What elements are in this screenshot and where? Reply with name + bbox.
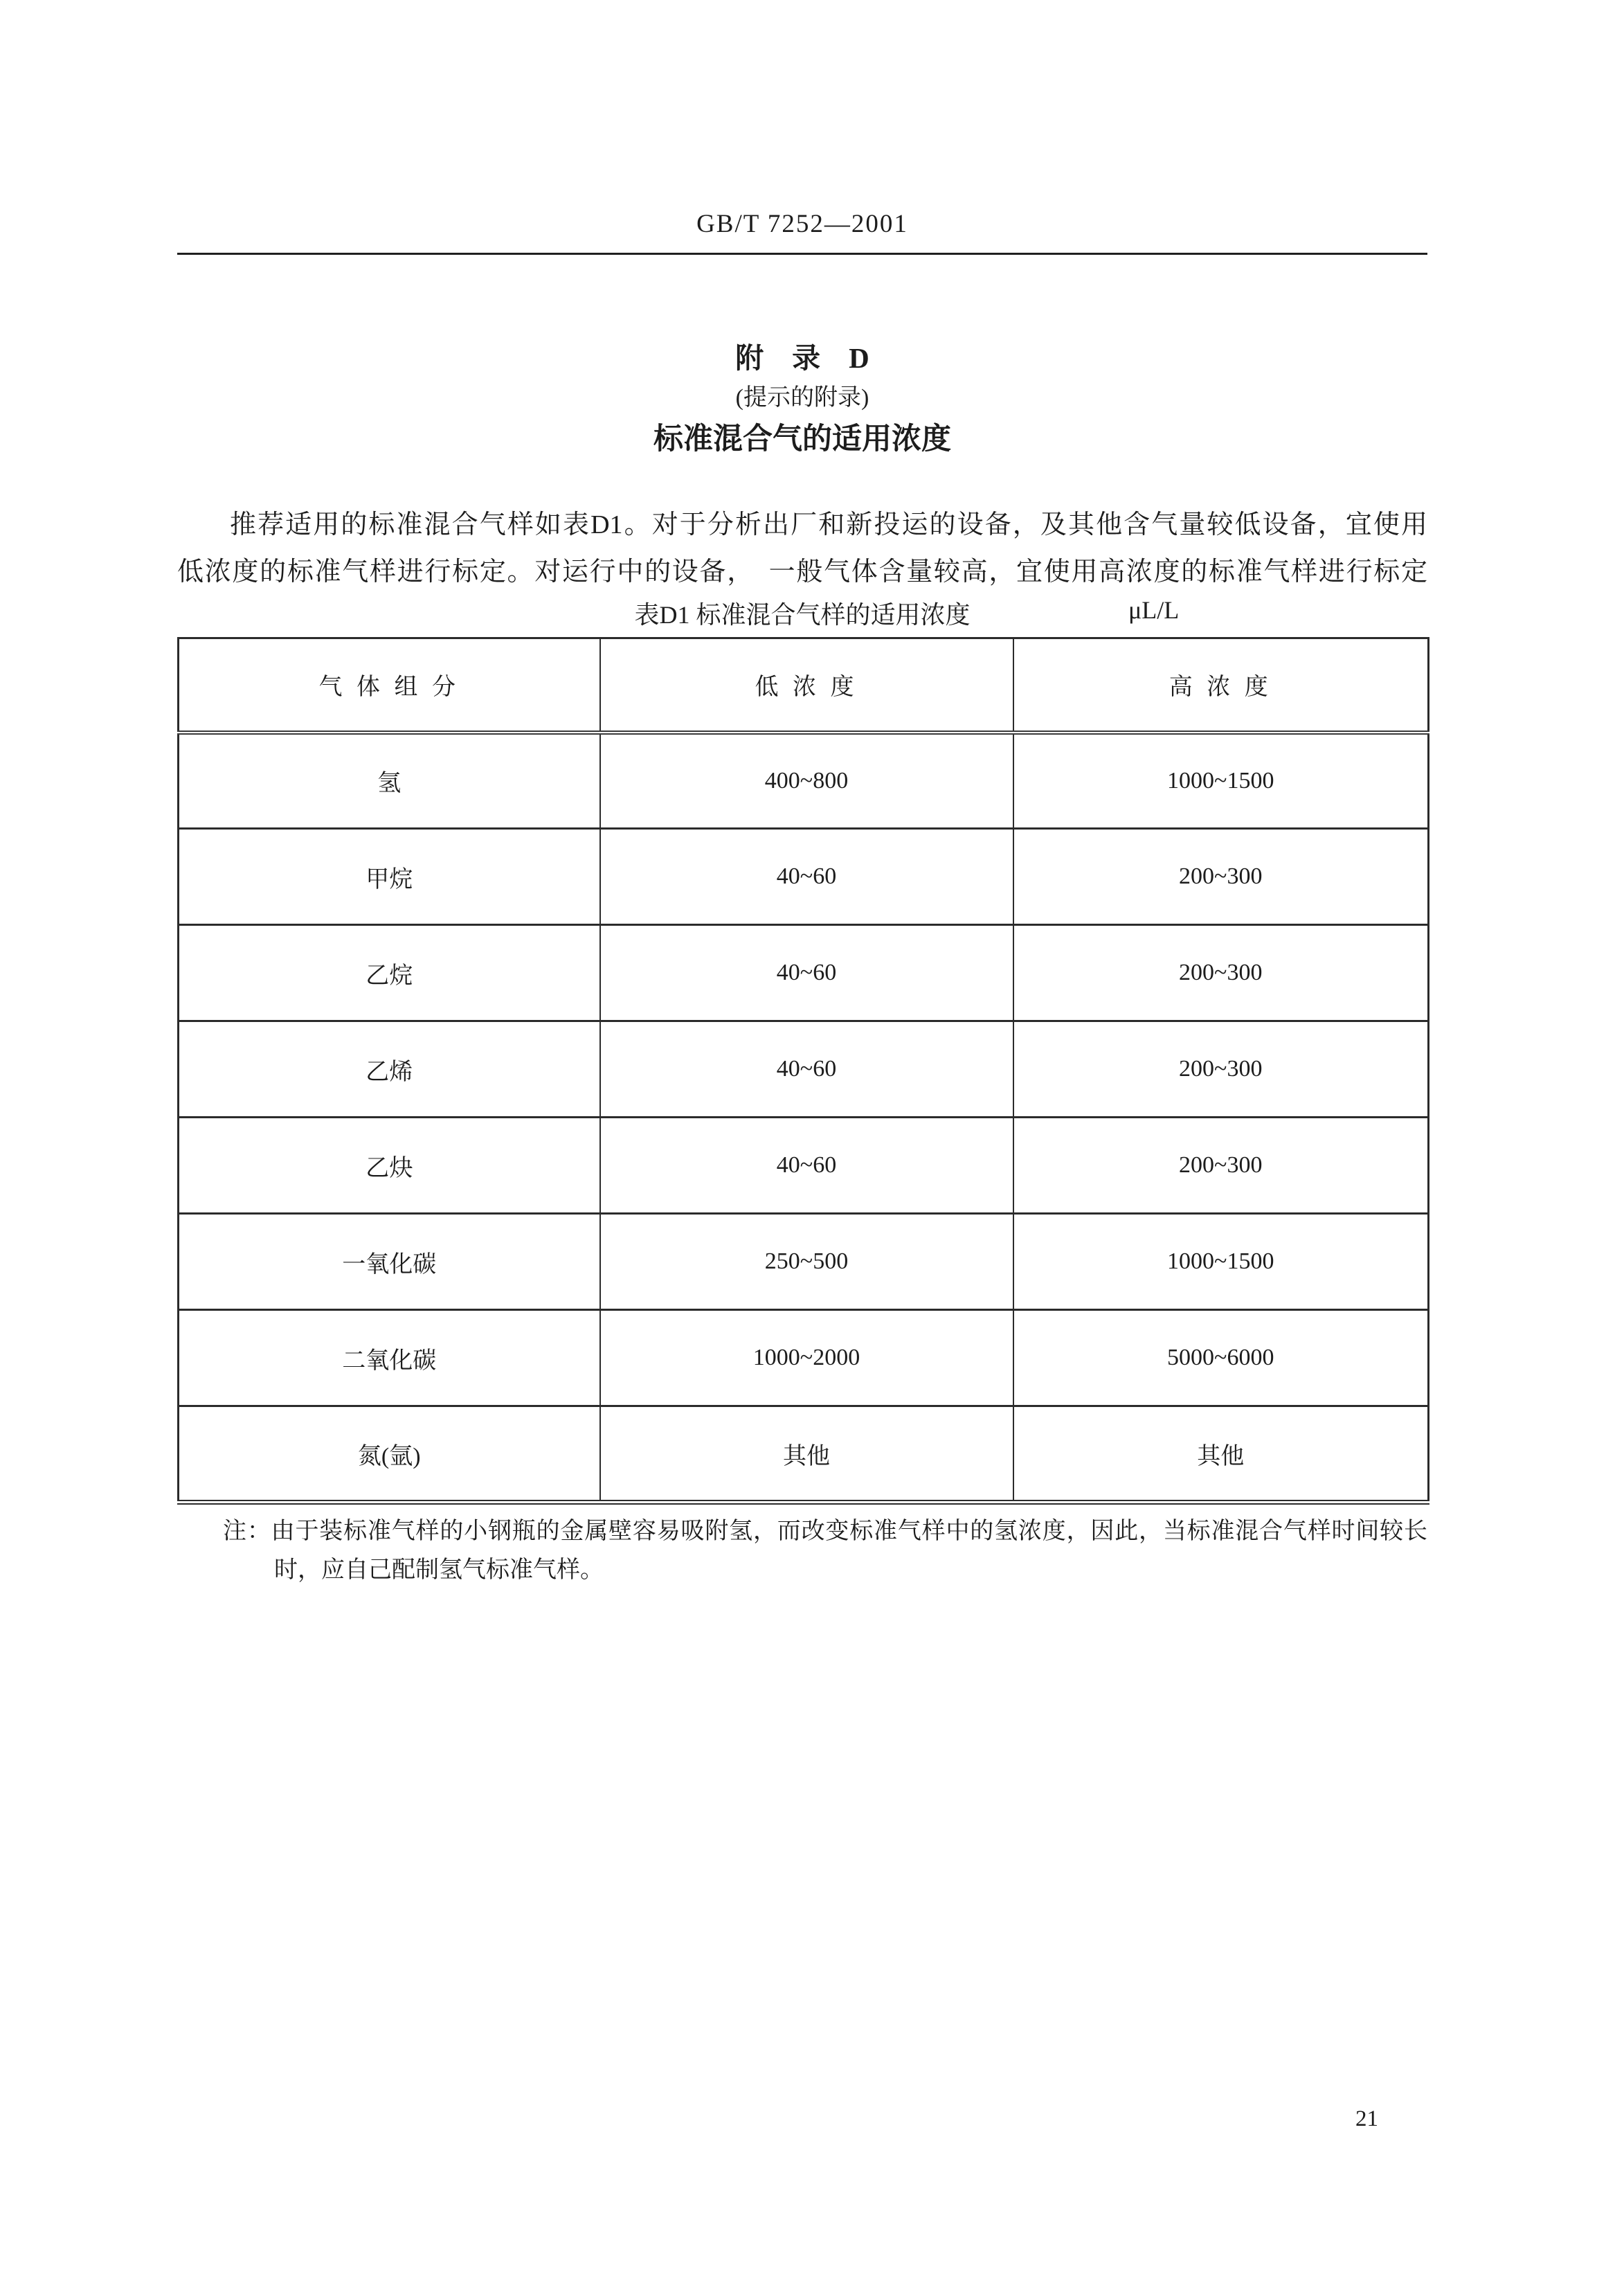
appendix-subtitle: (提示的附录) (735, 385, 869, 411)
gas-name-cell: 甲烷 (179, 829, 600, 925)
table-row (179, 733, 1429, 829)
table-row (179, 1310, 1429, 1406)
table-header-row (179, 638, 1429, 733)
header-gas-component: 气 体 组 分 (179, 638, 600, 733)
high-value-cell: 1000~1500 (1013, 733, 1429, 829)
table-caption: 表D1 标准混合气样的适用浓度 (634, 601, 971, 629)
gas-name-cell: 乙烯 (179, 1021, 600, 1118)
paragraph-line-2: 低浓度的标准气样进行标定。对运行中的设备， 一般气体含量较高，宜使用高浓度的标准气样进行标定 (177, 557, 1427, 586)
low-value-cell: 其他 (600, 1406, 1013, 1503)
table-note (223, 1512, 1427, 1590)
note-line-2: 时，应自己配制氢气标准气样。 (274, 1557, 604, 1583)
high-value-cell: 其他 (1013, 1406, 1429, 1503)
low-value-cell: 1000~2000 (600, 1310, 1013, 1406)
header-low-concentration: 低 浓 度 (600, 638, 1013, 733)
gas-name-cell: 一氧化碳 (179, 1214, 600, 1310)
gas-name-cell: 乙炔 (179, 1118, 600, 1214)
page-number: 21 (1355, 2106, 1378, 2131)
appendix-heading: 标准混合气的适用浓度 (653, 422, 951, 456)
high-value-cell: 1000~1500 (1013, 1214, 1429, 1310)
note-line-1: 注：由于装标准气样的小钢瓶的金属壁容易吸附氢，而改变标准气样中的氢浓度，因此，当标准混合气样时间较长 (223, 1518, 1427, 1544)
table-row (179, 925, 1429, 1021)
high-value-cell: 200~300 (1013, 829, 1429, 925)
high-value-cell: 200~300 (1013, 1021, 1429, 1118)
header-high-concentration: 高 浓 度 (1013, 638, 1429, 733)
table-row (179, 1214, 1429, 1310)
table-caption-row (177, 595, 1427, 634)
header-rule (177, 253, 1427, 255)
high-value-cell: 200~300 (1013, 1118, 1429, 1214)
appendix-title: 附 录 D (735, 342, 869, 374)
table-row (179, 1406, 1429, 1503)
gas-name-cell: 二氧化碳 (179, 1310, 600, 1406)
paragraph-line-1: 推荐适用的标准混合气样如表D1。对于分析出厂和新投运的设备，及其他含气量较低设备，宜使用 (230, 510, 1427, 539)
body-paragraph (177, 501, 1427, 595)
high-value-cell: 5000~6000 (1013, 1310, 1429, 1406)
standard-code: GB/T 7252—2001 (696, 210, 908, 238)
low-value-cell: 400~800 (600, 733, 1013, 829)
table-row (179, 829, 1429, 925)
gas-name-cell: 氢 (179, 733, 600, 829)
table-row (179, 1118, 1429, 1214)
low-value-cell: 40~60 (600, 829, 1013, 925)
gas-name-cell: 乙烷 (179, 925, 600, 1021)
gas-name-cell: 氮(氩) (179, 1406, 600, 1503)
table-row (179, 1021, 1429, 1118)
low-value-cell: 40~60 (600, 925, 1013, 1021)
low-value-cell: 40~60 (600, 1021, 1013, 1118)
low-value-cell: 40~60 (600, 1118, 1013, 1214)
high-value-cell: 200~300 (1013, 925, 1429, 1021)
low-value-cell: 250~500 (600, 1214, 1013, 1310)
table-unit-label: μL/L (1128, 596, 1180, 624)
gas-concentration-table (177, 637, 1429, 1505)
